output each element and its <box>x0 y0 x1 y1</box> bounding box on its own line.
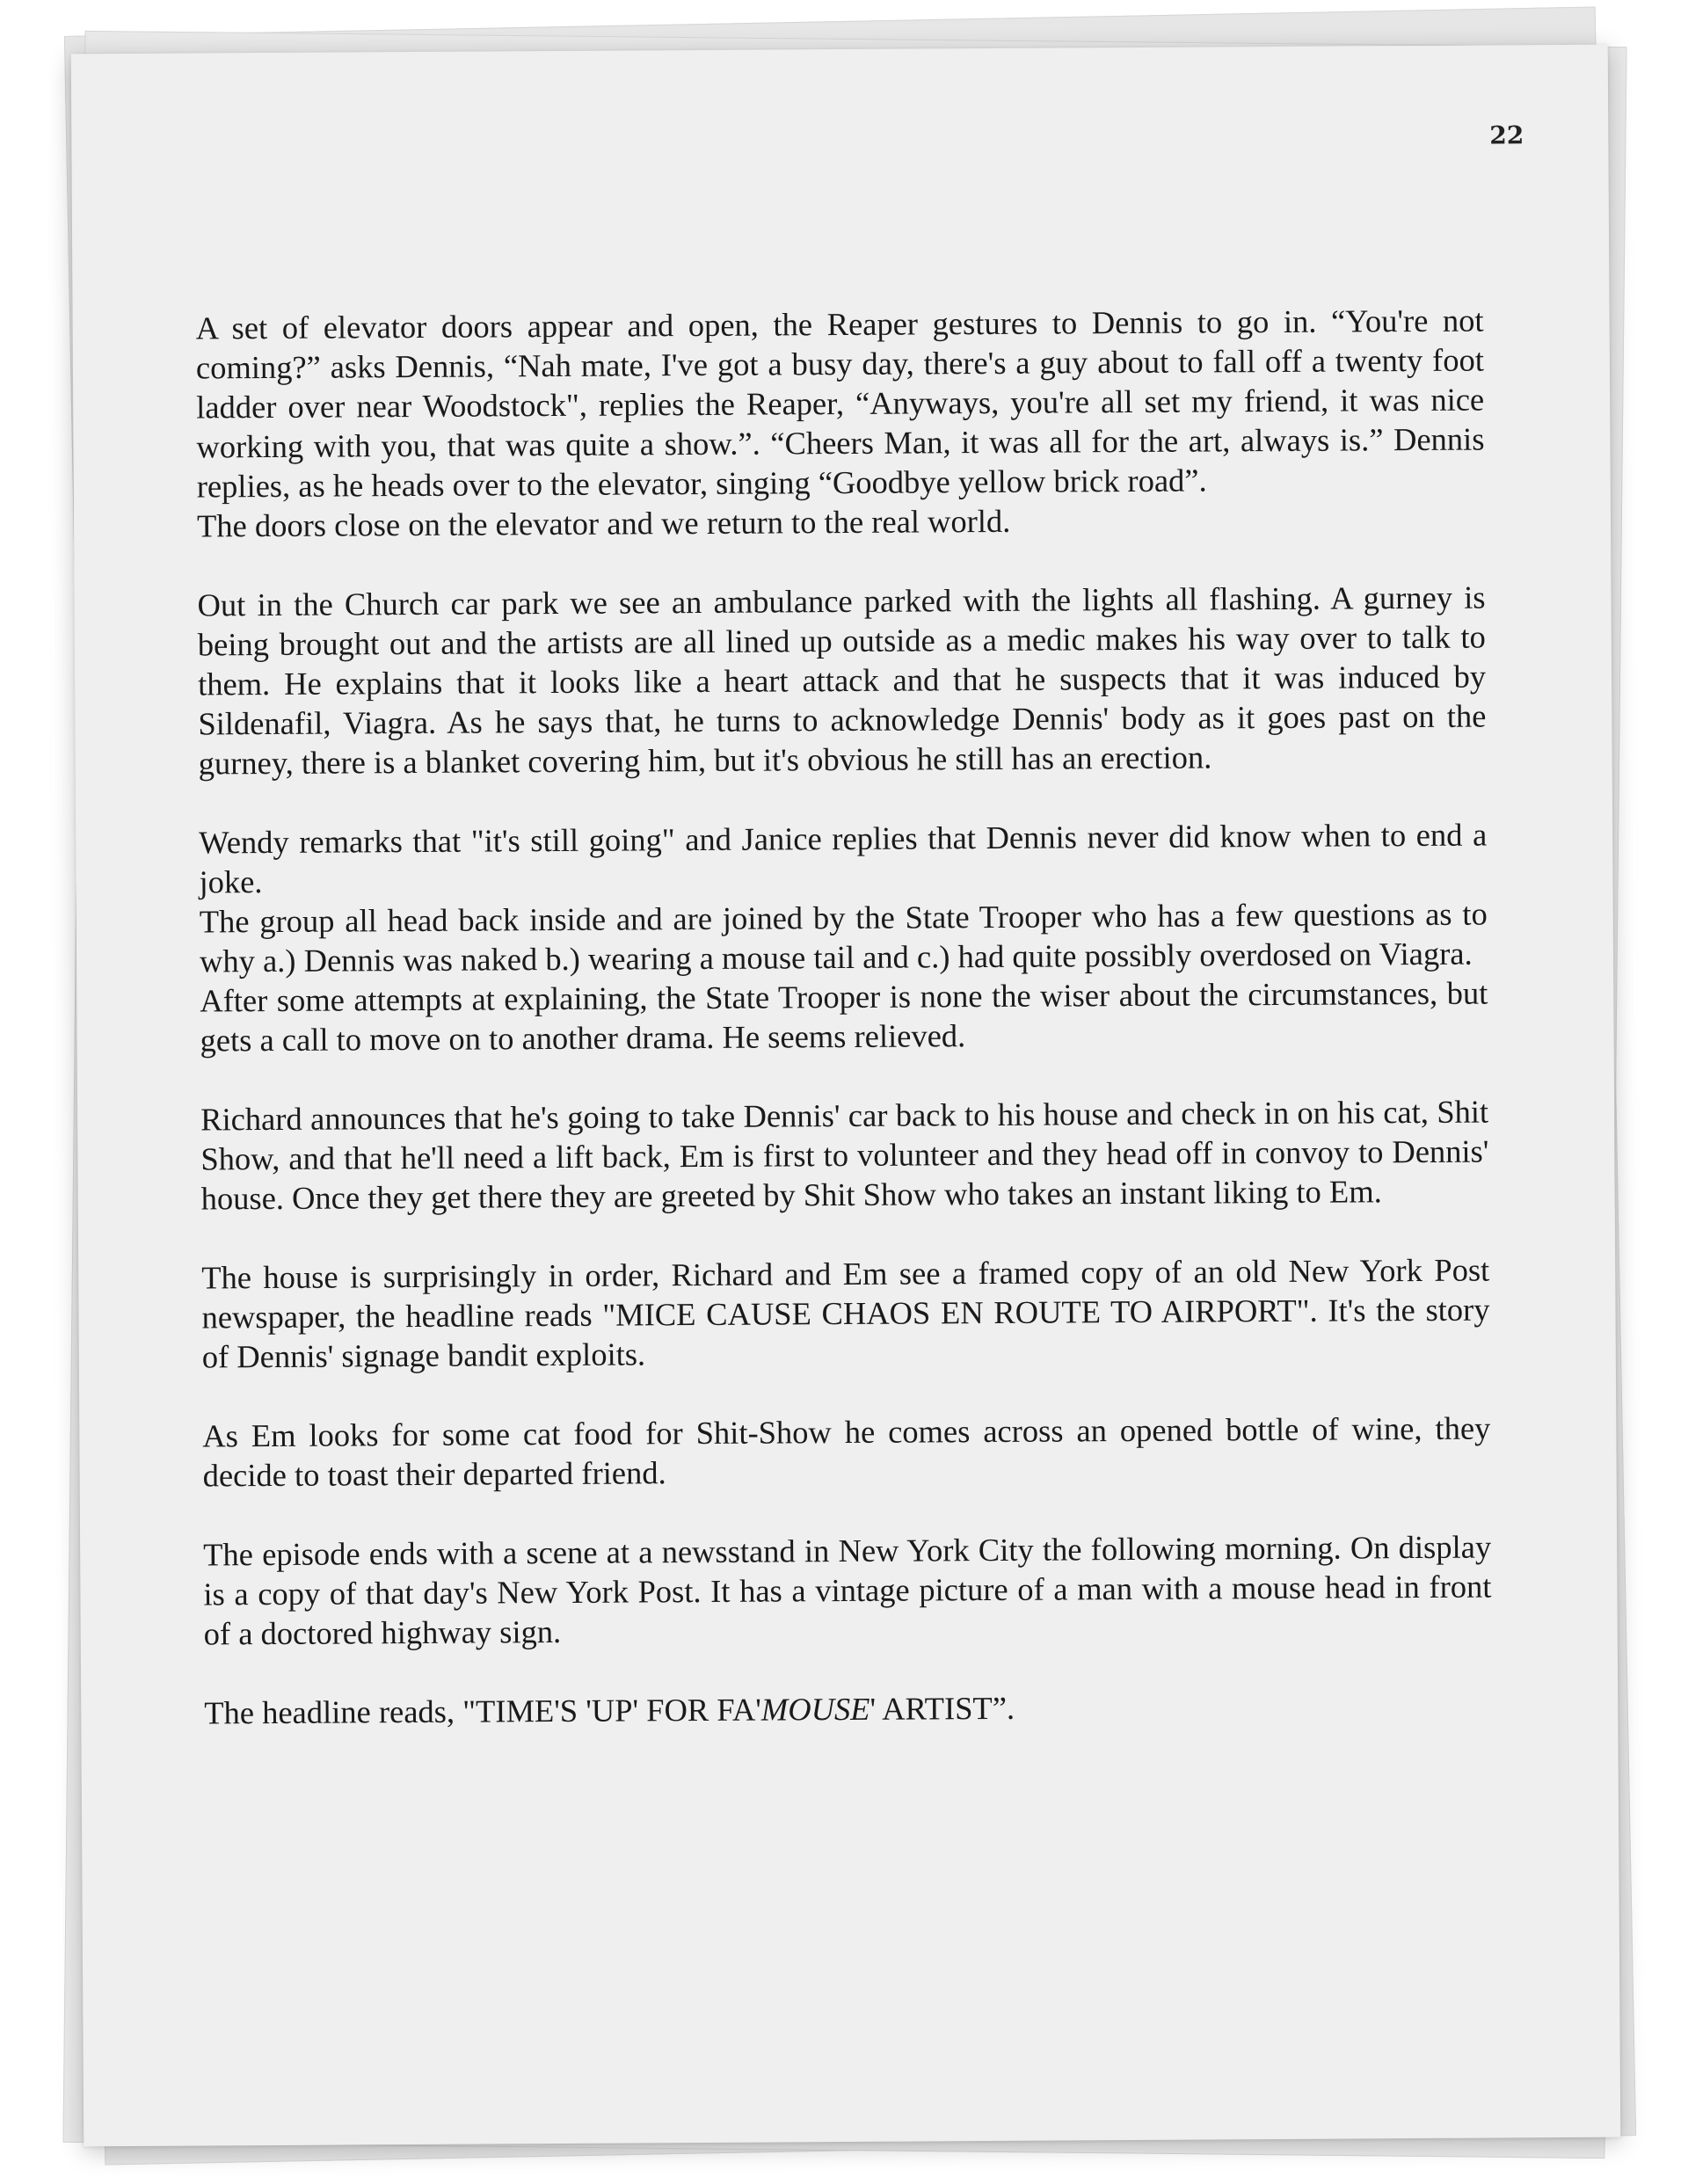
paragraph-line: The doors close on the elevator and we return to the real world. <box>196 502 1011 544</box>
paragraph-car-park <box>197 578 1486 783</box>
final-headline-suffix: ' ARTIST”. <box>869 1689 1015 1727</box>
paragraph-newsstand <box>203 1527 1492 1654</box>
paragraph-line: A set of elevator doors appear and open, the Reaper gestures to Dennis to go in. “You're not coming?” asks Dennis, “Nah mate, I've got a busy day, there's a guy about to fall off a twenty foot ladder over near Woodstock", replies the Reaper, “Anyways, you're all set my friend, it was nice working with you, that was quite a show.”. “Cheers Man, it was all for the art, always is.” Dennis replies, as he heads over to the elevator, singing “Goodbye yellow brick road”. <box>195 302 1485 505</box>
paragraph-house <box>201 1250 1490 1377</box>
paragraph-line: After some attempts at explaining, the State Trooper is none the wiser about the circumstances, but gets a call to move on to another drama. He seems relieved. <box>200 974 1488 1059</box>
paragraph-line: Out in the Church car park we see an ambulance parked with the lights all flashing. A gurney is being brought out and the artists are all lined up outside as a medic makes his way over to talk to them. He explains that it looks like a heart attack and that he suspects that it was induced by Sildenafil, Viagra. As he says that, he turns to acknowledge Dennis' body as it goes past on the gurney, there is a blanket covering him, but it's obvious he still has an erection. <box>197 579 1487 782</box>
document-body <box>196 301 1493 1733</box>
paragraph-line: As Em looks for some cat food for Shit-Show he comes across an opened bottle of wine, they decide to toast their departed friend. <box>202 1409 1491 1494</box>
paragraph-line: Wendy remarks that "it's still going" and Janice replies that Dennis never did know when to end a joke. <box>199 816 1488 900</box>
final-headline-italic: MOUSE <box>760 1690 870 1728</box>
document-page <box>71 45 1621 2147</box>
paragraph-state-trooper <box>199 815 1488 1060</box>
paragraph-line: The house is surprisingly in order, Richard and Em see a framed copy of an old New York Post newspaper, the headline reads "MICE CAUSE CHAOS EN ROUTE TO AIRPORT". It's the story of Dennis' signage bandit exploits. <box>201 1251 1490 1375</box>
final-headline-prefix: The headline reads, "TIME'S 'UP' FOR FA' <box>204 1691 761 1731</box>
paragraph-cat-food <box>202 1409 1491 1496</box>
page-number: 22 <box>1489 120 1524 150</box>
paragraph-line: Richard announces that he's going to take Dennis' car back to his house and check in on his cat, Shit Show, and that he'll need a lift back, Em is first to volunteer and they head off in convoy to Dennis' house. Once they get there they are greeted by Shit Show who takes an instant liking to Em. <box>200 1093 1489 1217</box>
paragraph-elevator <box>196 301 1486 546</box>
paragraph-final-headline <box>204 1685 1492 1733</box>
paragraph-richard <box>200 1092 1489 1219</box>
paragraph-line: The episode ends with a scene at a newsstand in New York City the following morning. On display is a copy of that day's New York Post. It has a vintage picture of a man with a mouse head in front of a doctored highway sign. <box>203 1528 1492 1652</box>
paragraph-line: The group all head back inside and are joined by the State Trooper who has a few questions as to why a.) Dennis was naked b.) wearing a mouse tail and c.) had quite possibly overdosed on Viagra. <box>199 895 1488 979</box>
